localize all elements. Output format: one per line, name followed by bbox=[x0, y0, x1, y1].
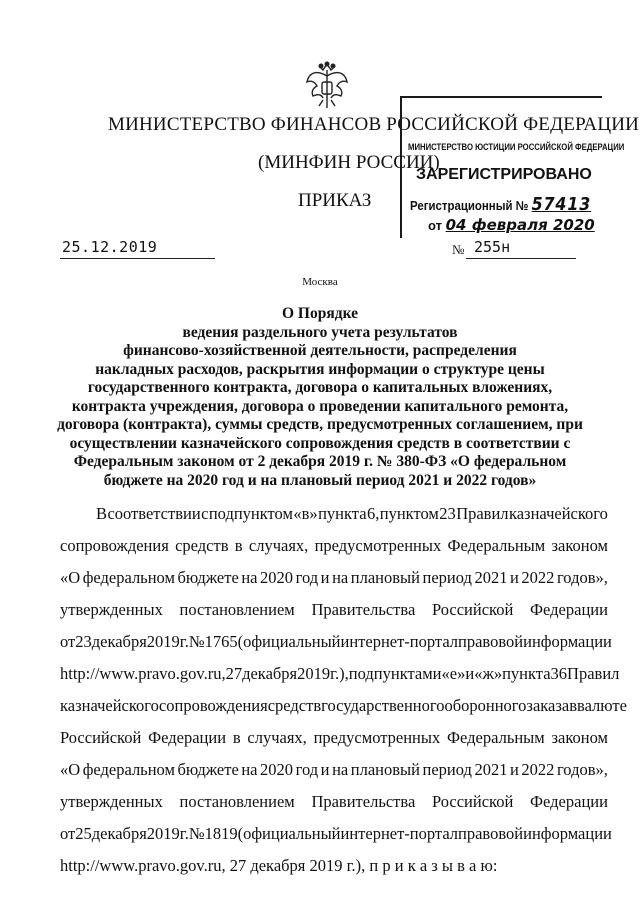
stamp-reg-number-row bbox=[410, 194, 591, 215]
registration-stamp bbox=[400, 96, 625, 238]
body-line: сопровождения средств в случаях, предусмотренных Федеральным законом bbox=[60, 536, 608, 555]
title-line: ведения раздельного учета результатов bbox=[182, 323, 458, 341]
document-type: ПРИКАЗ bbox=[298, 190, 372, 211]
ministry-short-name: (МИНФИН РОССИИ) bbox=[258, 152, 440, 173]
body-line: «О федеральном бюджете на 2020 год и на плановый период 2021 и 2022 годов», bbox=[60, 568, 608, 587]
stamp-registered: ЗАРЕГИСТРИРОВАНО bbox=[416, 166, 592, 183]
body-line: Российской Федерации в случаях, предусмотренных Федеральным законом bbox=[60, 728, 608, 747]
title-line: финансово-хозяйственной деятельности, распределения bbox=[123, 342, 517, 359]
body-line: от 25 декабря 2019 г. № 1819 (официальный интернет-портал правовой информации bbox=[60, 824, 612, 843]
title-line: накладных расходов, раскрытия информации о структуре цены bbox=[95, 360, 545, 378]
body-line: http://www.pravo.gov.ru, 27 декабря 2019 г.), подпунктами «е» и «ж» пункта 36 Правил bbox=[60, 664, 620, 683]
body-line: казначейского сопровождения средств государственного оборонного заказа в валюте bbox=[60, 696, 627, 715]
body-line: http://www.pravo.gov.ru, 27 декабря 2019 г.), п р и к а з ы в а ю: bbox=[60, 856, 498, 875]
title-line: государственного контракта, договора о капитальных вложениях, bbox=[87, 379, 553, 396]
stamp-reg-label: Регистрационный № bbox=[410, 198, 529, 213]
stamp-authority: МИНИСТЕРСТВО ЮСТИЦИИ РОССИЙСКОЙ ФЕДЕРАЦИИ bbox=[408, 142, 625, 152]
title-line: О Порядке bbox=[281, 305, 358, 322]
body-line: утвержденных постановлением Правительства Российской Федерации bbox=[60, 792, 608, 811]
body-line: В соответствии с подпунктом «в» пункта 6, пунктом 23 Правил казначейского bbox=[96, 504, 608, 523]
ministry-name: МИНИСТЕРСТВО ФИНАНСОВ РОССИЙСКОЙ ФЕДЕРАЦИИ bbox=[108, 114, 640, 135]
coat-of-arms-icon bbox=[305, 60, 349, 110]
order-number-label: № bbox=[452, 242, 465, 257]
body-line: «О федеральном бюджете на 2020 год и на плановый период 2021 и 2022 годов», bbox=[60, 760, 608, 779]
title-line: договора (контракта), суммы средств, предусмотренных соглашением, при bbox=[57, 416, 583, 433]
order-number: 255н bbox=[474, 238, 511, 256]
stamp-date-label: от bbox=[428, 218, 442, 233]
stamp-reg-number: 57413 bbox=[531, 194, 592, 215]
order-title bbox=[50, 305, 590, 490]
stamp-date-row bbox=[428, 216, 595, 234]
body-line: от 23 декабря 2019 г. № 1765 (официальный интернет-портал правовой информации bbox=[60, 632, 612, 651]
title-line: Федеральным законом от 2 декабря 2019 г. № 380-ФЗ «О федеральном bbox=[73, 453, 567, 470]
title-line: осуществлении казначейского сопровождения средств в соответствии с bbox=[69, 434, 571, 452]
order-date: 25.12.2019 bbox=[62, 238, 158, 256]
date-underline bbox=[60, 258, 215, 259]
body-line: утвержденных постановлением Правительства Российской Федерации bbox=[60, 600, 608, 619]
number-underline bbox=[466, 258, 576, 259]
title-line: бюджете на 2020 год и на плановый период 2021 и 2022 годов» bbox=[103, 471, 537, 489]
stamp-date-value: 04 февраля 2020 bbox=[445, 216, 595, 234]
title-line: контракта учреждения, договора о проведении капитального ремонта, bbox=[71, 397, 569, 415]
city: Москва bbox=[302, 276, 338, 288]
